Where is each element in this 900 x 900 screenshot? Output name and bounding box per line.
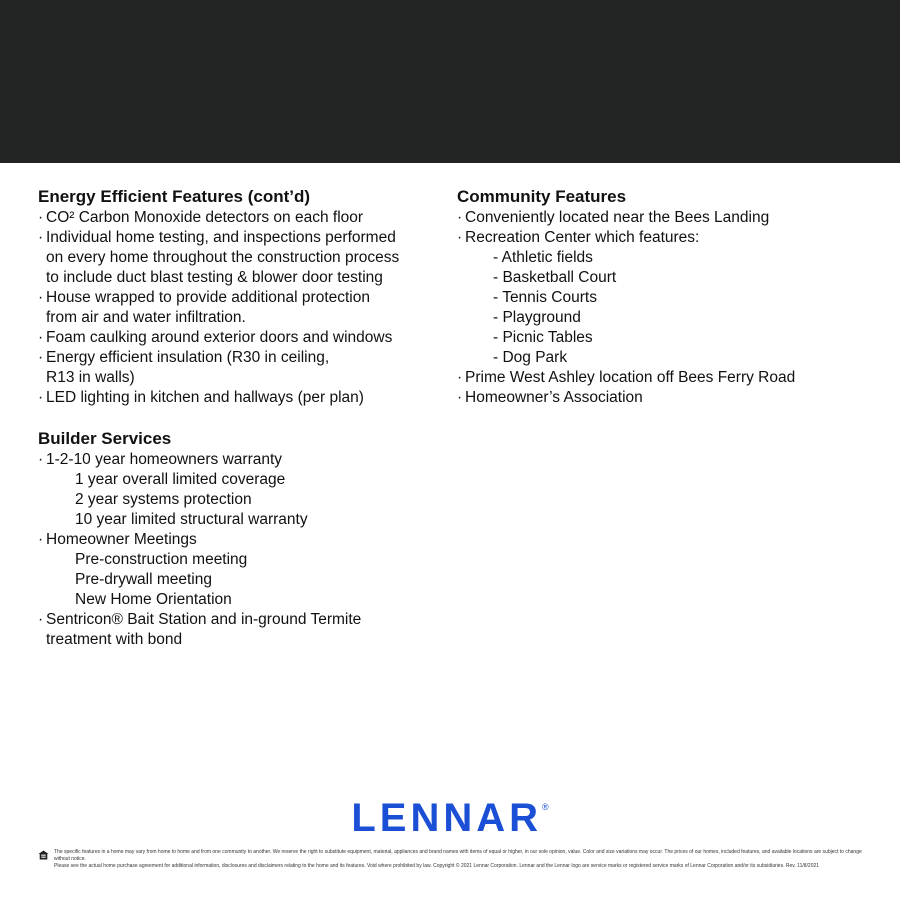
energy-list [38,208,448,408]
list-item: · Sentricon® Bait Station and in-ground Termite treatment with bond [38,610,448,650]
list-item: · Individual home testing, and inspections performed on every home throughout the construction process to include duct blast testing & blower door testing [38,228,448,288]
list-item: · CO² Carbon Monoxide detectors on each floor [38,208,448,228]
lennar-logo [0,796,900,841]
list-item: · Conveniently located near the Bees Landing [457,208,877,228]
logo-wordmark: LENNAR [351,796,543,840]
energy-heading: Energy Efficient Features (cont’d) [38,187,311,206]
equal-housing-icon [38,850,49,860]
builder-heading: Builder Services [38,429,172,448]
list-item: · Foam caulking around exterior doors and windows [38,328,448,348]
community-list [457,208,877,408]
disclaimer-text [54,849,868,870]
list-item: · Prime West Ashley location off Bees Ferry Road [457,368,877,388]
meetings-sublist: Pre-construction meeting Pre-drywall meeting New Home Orientation [75,551,248,608]
logo-registered-mark: ® [542,802,549,812]
warranty-sublist: 1 year overall limited coverage 2 year systems protection 10 year limited structural warranty [75,471,308,528]
list-item: · LED lighting in kitchen and hallways (per plan) [38,388,448,408]
left-column [38,186,448,650]
community-heading: Community Features [457,187,627,206]
list-item: · Energy efficient insulation (R30 in ceiling, R13 in walls) [38,348,448,388]
disclaimer-line-1: The specific features in a home may vary from home to home and from one community to another. We reserve the right to substitute equipment, material, appliances and brand names with items of equal or higher, in our sole opinion, value. Color and size variations may occur. The prices of our homes, included features, and available locations are subject to change without notice. [54,849,862,862]
list-item: · Homeowner’s Association [457,388,877,408]
list-item: · Homeowner Meetings Pre-construction meeting Pre-drywall meeting New Home Orientation [38,530,448,610]
list-item: · Recreation Center which features: - Athletic fields - Basketball Court - Tennis Courts - Playground - Picnic Tables - Dog Park [457,228,877,368]
list-item: · House wrapped to provide additional protection from air and water infiltration. [38,288,448,328]
right-column [457,186,877,408]
list-item: · 1-2-10 year homeowners warranty 1 year overall limited coverage 2 year systems protection 10 year limited structural warranty [38,450,448,530]
builder-list [38,450,448,650]
footer-disclaimer [38,849,868,870]
disclaimer-line-2: Please see the actual home purchase agreement for additional information, disclosures and disclaimers relating to the home and its features. Void where prohibited by law. Copyright © 2021 Lennar Corporation. Lennar and the Lennar logo are service marks or registered service marks of Lennar Corporation and/or its subsidiaries. Rev. 11/8/2021 [54,863,820,869]
top-banner [0,0,900,163]
recreation-sublist: - Athletic fields - Basketball Court - Tennis Courts - Playground - Picnic Tables - Dog Park [493,249,617,366]
